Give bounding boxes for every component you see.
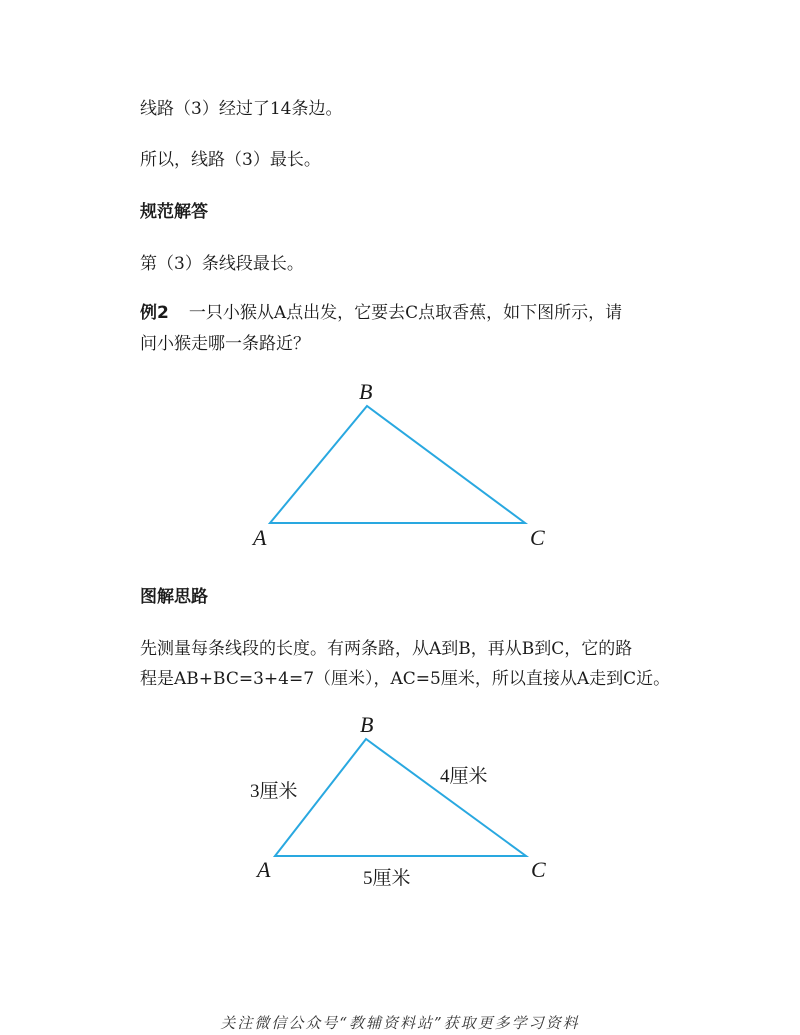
side-ac-length: 5厘米 (363, 868, 411, 889)
triangle-figure-1 (0, 375, 800, 555)
thinking-line1: 先测量每条线段的长度。有两条路，从A到B，再从B到C，它的路 (140, 639, 633, 659)
example-2-question: 一只小猴从A点出发，它要去C点取香蕉，如下图所示，请 (188, 303, 623, 323)
triangle-1-vertex-c: C (530, 525, 545, 550)
example-2-line2: 问小猴走哪一条路近？ (140, 334, 310, 354)
side-bc-length: 4厘米 (440, 766, 488, 787)
footer-watermark: 关注微信公众号“教辅资料站”获取更多学习资料 (220, 1014, 580, 1032)
example-label: 例2 (140, 303, 169, 323)
heading-thinking: 图解思路 (140, 587, 208, 607)
example-2-line1 (140, 302, 622, 324)
text-answer: 第（3）条线段最长。 (140, 254, 304, 274)
triangle-1-vertex-b: B (359, 379, 373, 404)
triangle-1-vertex-a: A (253, 525, 267, 550)
triangle-1-shape (270, 406, 525, 523)
triangle-2-vertex-c: C (531, 857, 546, 882)
triangle-2-vertex-b: B (360, 712, 374, 737)
thinking-line2: 程是AB+BC=3+4=7（厘米），AC=5厘米，所以直接从A走到C近。 (140, 669, 671, 689)
heading-standard-answer: 规范解答 (140, 202, 208, 222)
text-line-route3-edges: 线路（3）经过了14条边。 (140, 99, 343, 119)
triangle-2-vertex-a: A (257, 857, 271, 882)
side-ab-length: 3厘米 (250, 781, 298, 802)
text-line-conclusion: 所以，线路（3）最长。 (140, 150, 321, 170)
triangle-2-shape (275, 739, 526, 856)
triangle-figure-2 (0, 705, 800, 895)
